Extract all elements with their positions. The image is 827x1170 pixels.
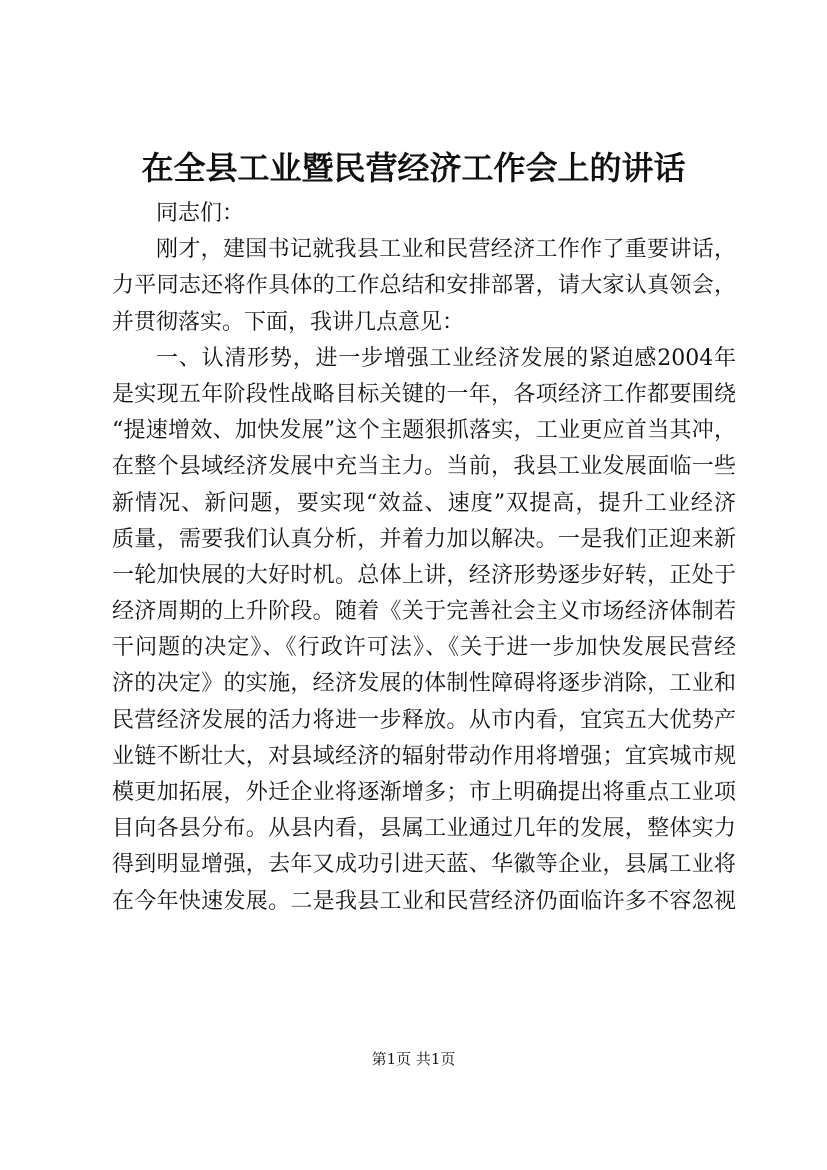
body-line: 目向各县分布。从县内看，县属工业通过几年的发展，整体实力 — [112, 816, 736, 842]
body-line: “提速增效、加快发展”这个主题狠抓落实，工业更应首当其冲， — [112, 418, 736, 444]
document-title: 在全县工业暨民营经济工作会上的讲话 — [141, 149, 686, 187]
body-line: 干问题的决定》、《行政许可法》、《关于进一步加快发展民营经 — [112, 635, 736, 661]
document-body — [112, 196, 736, 920]
body-line: 刚才，建国书记就我县工业和民营经济工作作了重要讲话， — [156, 237, 736, 263]
body-line: 是实现五年阶段性战略目标关键的一年，各项经济工作都要围绕 — [112, 381, 736, 407]
section-heading-line: 一、认清形势，进一步增强工业经济发展的紧迫感2004年 — [156, 345, 736, 371]
body-line: 质量，需要我们认真分析，并着力加以解决。一是我们正迎来新 — [112, 526, 736, 552]
body-line: 得到明显增强，去年又成功引进天蓝、华徽等企业，县属工业将 — [112, 852, 736, 878]
body-line: 业链不断壮大，对县域经济的辐射带动作用将增强；宜宾城市规 — [112, 743, 736, 769]
body-line: 力平同志还将作具体的工作总结和安排部署，请大家认真领会， — [112, 273, 736, 299]
body-line: 一轮加快展的大好时机。总体上讲，经济形势逐步好转，正处于 — [112, 562, 736, 588]
body-line: 在整个县域经济发展中充当主力。当前，我县工业发展面临一些 — [112, 454, 736, 480]
body-line: 并贯彻落实。下面，我讲几点意见： — [112, 309, 465, 335]
body-line: 在今年快速发展。二是我县工业和民营经济仍面临许多不容忽视 — [112, 888, 736, 914]
body-line: 经济周期的上升阶段。随着《关于完善社会主义市场经济体制若 — [112, 599, 736, 625]
body-line: 模更加拓展，外迁企业将逐渐增多；市上明确提出将重点工业项 — [112, 780, 736, 805]
body-line: 济的决定》的实施，经济发展的体制性障碍将逐步消除，工业和 — [112, 671, 736, 697]
salutation-line: 同志们： — [156, 201, 245, 226]
body-line: 新情况、新问题，要实现“效益、速度”双提高，提升工业经济 — [112, 490, 736, 516]
page-footer: 第1页 共1页 — [371, 1050, 456, 1068]
body-line: 民营经济发展的活力将进一步释放。从市内看，宜宾五大优势产 — [112, 707, 736, 733]
